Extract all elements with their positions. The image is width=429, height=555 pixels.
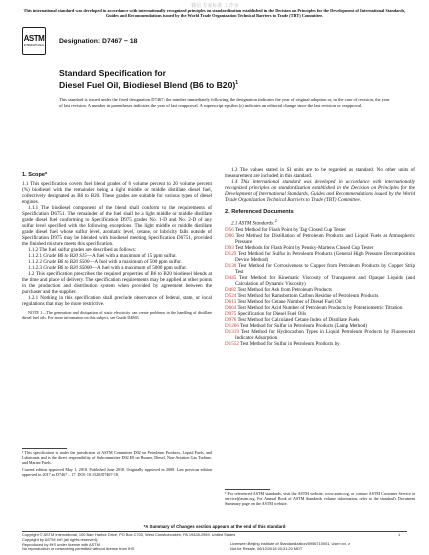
- reference-item: [225, 341, 415, 347]
- reference-code-link[interactable]: D129: [225, 250, 237, 257]
- license-line-2: Reproduced by IHS under license with ASTM: [22, 541, 100, 547]
- reference-item: [225, 263, 415, 275]
- reference-title: Test Method for Sulfur in Petroleum Products (General High Pressure Decomposition Device Method): [235, 250, 415, 263]
- reference-code-link[interactable]: D86: [225, 232, 234, 239]
- designation: Designation: D7467 − 18: [59, 38, 138, 45]
- reference-title: Test Method for Acid Number of Petroleum Products by Potentiometric Titration: [236, 305, 403, 312]
- reference-code-link[interactable]: D482: [225, 286, 237, 293]
- watermark: 微信 专家标准 工作室: [191, 3, 239, 9]
- reference-item: [225, 233, 415, 245]
- para-1-2: 1.2 This specification prescribes the required properties of B6 to B20 biodiesel blends at the time and place of delivery. The specification requirements may be applied at other points in the production and distribution system when provided by agreement between the purchaser and the supplier.: [22, 271, 212, 296]
- title-line-1: Standard Specification for: [59, 68, 166, 78]
- reference-title: Test Method for Flash Point by Tag Closed Cup Tester: [233, 226, 346, 233]
- reference-code-link[interactable]: D56: [225, 226, 234, 233]
- para-1-1-1: 1.1.1 The biodiesel component of the blend shall conform to the requirements of Specification D6751. The remainder of the fuel shall be a light middle or middle distillate grade diesel fuel conforming to Specification D975 grades No. 1-D and No. 2-D of any sulfur level specified with the following exceptions. The light middle or middle distillate grade diesel fuel whose sulfur level, aromatic level, cetane, or lubricity falls outside of Specification D975 may be blended with biodiesel meeting Specification D6751, provided the finished mixture meets this specification.: [22, 205, 212, 248]
- para-1-2-1: 1.2.1 Nothing in this specification shall preclude observance of federal, state, or local regulations that may be more restrictive.: [22, 295, 212, 308]
- left-footnotes: [22, 448, 212, 478]
- grade-s5000-name: Grade B6 to B20 S5000: [43, 265, 92, 272]
- scope-heading: 1. Scope*: [22, 172, 48, 178]
- reference-title: Test Method for Kinematic Viscosity of Transparent and Opaque Liquids (and Calculation of Dynamic Viscosity): [235, 274, 415, 287]
- grade-s500-name: Grade B6 to B20 S500: [43, 259, 90, 266]
- reference-title: Test Method for Ash from Petroleum Products: [236, 286, 332, 293]
- reference-item: [225, 275, 415, 287]
- reference-title: Test Method for Distillation of Petroleum Products and Liquid Fuels at Atmospheric Pressure: [233, 232, 415, 245]
- reference-code-link[interactable]: D130: [225, 262, 237, 269]
- footnote-rule-right: [225, 489, 270, 490]
- footer-license-right: [230, 542, 420, 551]
- reference-code-link[interactable]: D1552: [225, 341, 239, 348]
- referenced-documents-heading: 2. Referenced Documents: [225, 209, 294, 216]
- para-1-1-2: 1.1.2 The fuel sulfur grades are described as follows:: [28, 247, 136, 254]
- designation-note: This standard is issued under the fixed designation D7467; the number immediately following the designation indicates the year of original adoption or, in the case of revision, the year of last revision. A number in parentheses indicates the year of last reapproval. A superscript epsilon (ε) indicates an editorial change since the last revision or reapproval.: [59, 97, 390, 108]
- reference-title: Test Method for Hydrocarbon Types in Liquid Petroleum Products by Fluorescent Indicator Adsorption: [235, 329, 415, 342]
- reference-code-link[interactable]: D975: [225, 311, 237, 318]
- para-1-1: 1.1 This specification covers fuel blend grades of 6 volume percent to 20 volume percent (%) biodiesel with the remainder being a light middle or middle distillate diesel fuel, collectively designated as B6 to B20. These grades are suitable for various types of diesel engines.: [22, 181, 212, 206]
- reference-code-link[interactable]: D93: [225, 244, 234, 251]
- astm-standards-label: 2.1 ASTM Standards:: [231, 220, 275, 227]
- reference-title: Test Method for Sulfur in Petroleum Products by: [238, 341, 340, 348]
- reference-code-link[interactable]: D976: [225, 317, 237, 324]
- reference-code-link[interactable]: D664: [225, 305, 237, 312]
- grade-s500-desc: —A fuel with a maximum of 500 ppm sulfur.: [89, 259, 182, 266]
- grade-s15-name: Grade B6 to B20 S15: [43, 253, 87, 260]
- title-line-2: [59, 78, 399, 90]
- reference-code-link[interactable]: D1266: [225, 323, 239, 330]
- summary-of-changes-note: *A Summary of Changes section appears at the end of this standard: [143, 524, 286, 529]
- reference-code-link[interactable]: D524: [225, 292, 237, 299]
- document-title: [59, 68, 399, 91]
- right-column: [225, 167, 415, 347]
- reference-title: Test Method for Cetane Number of Diesel Fuel Oil: [236, 299, 342, 305]
- reference-code-link[interactable]: D613: [225, 299, 237, 305]
- grade-s15-num: 1.1.2.1: [28, 253, 44, 260]
- grade-s15-desc: —A fuel with a maximum of 15 ppm sulfur.: [86, 253, 177, 260]
- note-1: NOTE 1—The generation and dissipation of static electricity can create problems in the handling of distillate diesel fuel oils. For more information on this subject, see Guide D4865.: [22, 310, 212, 321]
- footnote-rule: [22, 448, 67, 449]
- left-column: [22, 172, 212, 321]
- footnote-1: ¹ This specification is under the jurisdiction of ASTM Committee D02 on Petroleum Products, Liquid Fuels, and Lubricants and is the direct responsibility of Subcommittee D02.E0 on Burner, Diesel, Non-Aviation Gas Turbine, and Marine Fuels.: [22, 450, 212, 465]
- para-1-4: 1.4 This international standard was developed in accordance with internationally recognized principles on standardization established in the Decision on Principles for the Development of International Standards, Guides and Recommendations issued by the World Trade Organization Technical Barriers to Trade (TBT) Committee.: [225, 179, 415, 204]
- para-2-1: [225, 218, 415, 227]
- license-line-5: Not for Resale, 06/12/2018 00:31:20 MDT: [230, 545, 303, 551]
- grade-s5000-num: 1.1.2.3: [28, 265, 44, 272]
- grade-s500-num: 1.1.2.2: [28, 259, 44, 266]
- logo-subtitle: INTERNATIONAL: [23, 44, 45, 47]
- reference-item: [225, 251, 415, 263]
- reference-title: Test Method for Corrosiveness to Copper from Petroleum Products by Copper Strip Test: [235, 262, 415, 275]
- grade-s5000-desc: —A fuel with a maximum of 5000 ppm sulfur.: [91, 265, 187, 272]
- reference-title: Test Methods for Flash Point by Pensky-Martens Closed Cup Tester: [233, 244, 374, 251]
- footnote-2-ref: 2: [274, 218, 277, 224]
- reference-list: [225, 227, 415, 347]
- right-footnotes: [225, 489, 415, 507]
- footnote-2: ² For referenced ASTM standards, visit the ASTM website, www.astm.org, or contact ASTM Customer Service at service@astm.org. For Annual Book of ASTM Standards volume information, refer to the standard's Document Summary page on the ASTM website.: [225, 491, 415, 506]
- reference-title: Specification for Diesel Fuel Oils: [236, 311, 307, 318]
- title-line-2-text: Diesel Fuel Oil, Biodiesel Blend (B6 to B20): [59, 80, 236, 91]
- footer-license-left: [22, 538, 222, 552]
- para-1-3: 1.3 The values stated in SI units are to be regarded as standard. No other units of measurement are included in this standard.: [225, 167, 415, 180]
- reference-title: Test Method for Sulfur in Petroleum Products (Lamp Method): [238, 323, 368, 330]
- international-standard-note: This international standard was developed in accordance with internationally recognized principles on standardization established in the Decision on Principles for the Development of International Standards, Guides and Recommendations issued by the World Trade Organization Technical Barriers to Trade (TBT) Committee.: [23, 8, 406, 19]
- reference-code-link[interactable]: D445: [225, 274, 237, 281]
- license-line-1: Copyright by ASTM Int'l (all rights reserved);: [22, 537, 98, 542]
- license-line-3: No reproduction or networking permitted without license from IHS: [22, 546, 135, 552]
- astm-logo: [22, 27, 46, 55]
- license-line-4: Licensee=Beijing Institute of Standardization/5956710001, User=xx, z: [230, 541, 351, 546]
- page-number: 1: [398, 532, 401, 537]
- reference-item: [225, 329, 415, 341]
- footer-copyright: Copyright © ASTM International, 100 Barr Harbor Drive, PO Box C700, West Conshohocken, PA 19428-2959. United States: [22, 532, 236, 537]
- reference-title: Test Method for Calculated Cetane Index of Distillate Fuels: [236, 317, 360, 324]
- logo-mark: ASTM: [23, 34, 45, 43]
- title-footnote-ref: 1: [235, 80, 238, 87]
- reference-code-link[interactable]: D1319: [225, 329, 239, 336]
- reference-title: Test Method for Ramsbottom Carbon Residue of Petroleum Products: [236, 292, 379, 299]
- footnote-edition: Current edition approved May 1, 2018. Published June 2018. Originally approved in 2008. Last previous edition approved in 2017 as D7467 – 17. DOI: 10.1520/D7467-18.: [22, 466, 212, 477]
